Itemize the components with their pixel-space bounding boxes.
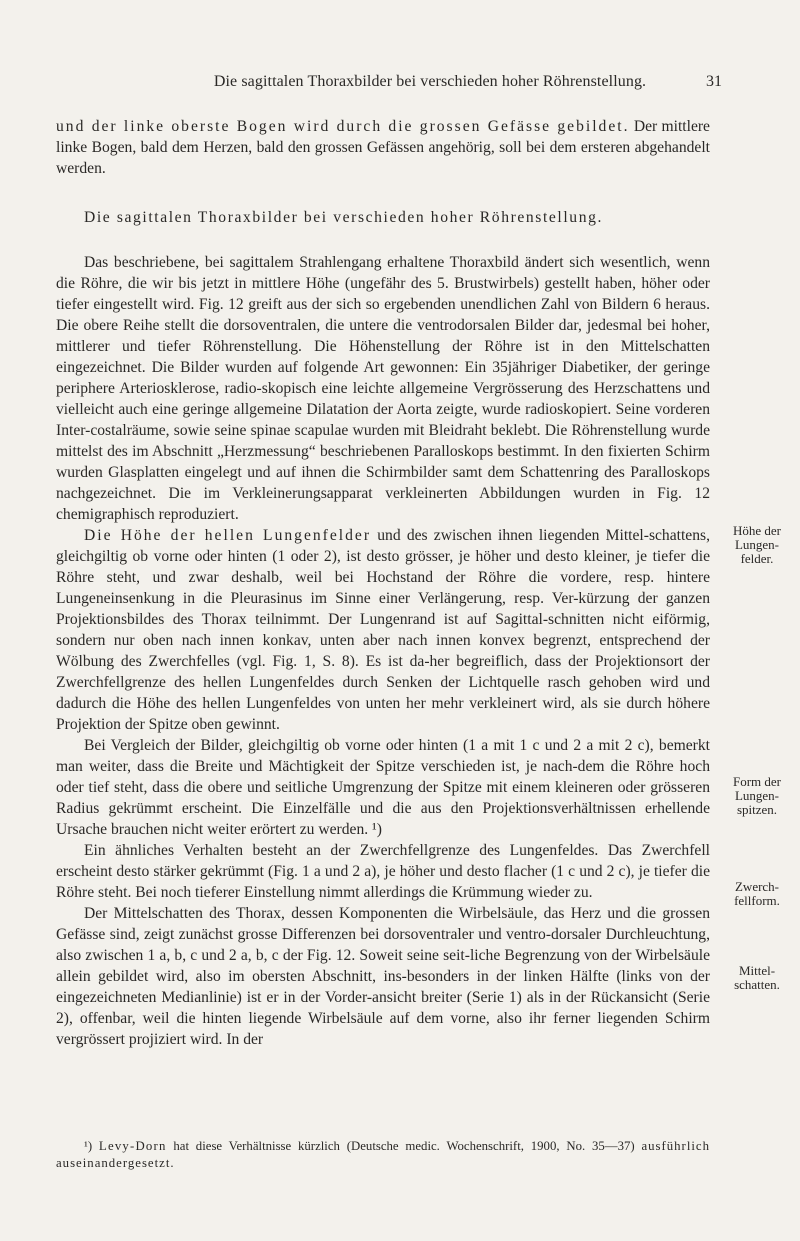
main-text: [56, 116, 710, 1050]
footnote-continuation: ausführlich auseinandergesetzt.: [56, 1139, 711, 1170]
footnote-text: hat diese Verhältnisse kürzlich (Deutsche medic. Wochenschrift, 1900, No. 35—37): [166, 1139, 635, 1153]
spaced-lead: Die Höhe der hellen Lungenfelder: [84, 527, 372, 544]
continuation-text: Der mittlere linke Bogen, bald dem Herzen, bald den grossen Gefässen angehörig, soll bei dem ersteren abgehandelt werden.: [56, 118, 710, 177]
paragraph-text: und des zwischen ihnen liegenden Mittel-schattens, gleichgiltig ob vorne oder hinten (1 oder 2), ist desto grösser, je höher und desto kleiner, je tiefer die Röhre steht, und zwar deshalb, weil bei Hochstand der Röhre die vordere, resp. hintere Lungeneinsenkung in die Pleurasinus im Sinne einer Verlängerung, resp. Ver-kürzung der ganzen Projektionsbildes des Thorax teilnimmt. Der Lungenrand ist auf Sagittal-schnitten nicht eiförmig, sondern nur oben nach innen konkav, unten aber nach innen konvex begrenzt, entsprechend der Wölbung des Zwerchfelles (vgl. Fig. 1, S. 8). Es ist da-her begreiflich, dass der Projektionsort der Zwerchfellgrenze des hellen Lungenfeldes durch Senken der Lichtquelle rasch gehoben wird und dadurch die Höhe des hellen Lungenfeldes von unten her mehr verkleinert wird, als sie durch höhere Projektion der Spitze oben gewinnt.: [56, 527, 710, 733]
paragraph-lung-height: [56, 525, 710, 735]
margin-note-zwerch: Zwerch-fellform.: [734, 879, 780, 908]
page-number: 31: [706, 73, 722, 90]
footnote: [56, 1138, 710, 1172]
margin-note-mittel: Mittel-schatten.: [734, 963, 780, 992]
margin-note-form: Form der Lungen-spitzen.: [732, 774, 782, 817]
paragraph-intro: Das beschriebene, bei sagittalem Strahlengang erhaltene Thoraxbild ändert sich wesentlich, wenn die Röhre, die wir bis jetzt in mittlere Höhe (ungefähr des 5. Brustwirbels) gestellt haben, höher oder tiefer eingestellt wird. Fig. 12 greift aus der sich so ergebenden unendlichen Zahl von Bildern 6 heraus. Die obere Reihe stellt die dorsoventralen, die untere die ventrodorsalen Bilder dar, jedesmal bei hoher, mittlerer und tiefer Röhrenstellung. Die Höhenstellung der Röhre ist in den Mittelschatten eingezeichnet. Die Bilder wurden auf folgende Art gewonnen: Ein 35jähriger Diabetiker, der geringe periphere Arteriosklerose, radio-skopisch eine leichte allgemeine Vergrösserung des Herzschattens und vielleicht auch eine geringe allgemeine Dilatation der Aorta zeigte, wurde radioskopiert. Seine vorderen Inter-costalräume, sowie seine spinae scapulae wurden mit Bleidraht beklebt. Die Röhrenstellung wurde mittelst des im Abschnitt „Herzmessung“ beschriebenen Paralloskops bestimmt. In den fixierten Schirm wurden Glasplatten eingelegt und auf ihnen die Schirmbilder samt dem Schattenring des Paralloskops nachgezeichnet. Die im Verkleinerungsapparat verkleinerten Abbildungen wurden in Fig. 12 chemigraphisch reproduziert.: [56, 254, 710, 523]
spaced-phrase: und der linke oberste Bogen wird durch die grossen Gefässe gebildet.: [56, 118, 630, 135]
running-title: Die sagittalen Thoraxbilder bei verschieden hoher Röhrenstellung.: [213, 73, 647, 90]
paragraph-diaphragm: Ein ähnliches Verhalten besteht an der Zwerchfellgrenze des Lungenfeldes. Das Zwerchfell erscheint desto stärker gekrümmt (Fig. 1 a und 2 a), je höher und desto flacher (1 c und 2 c), je tiefer die Röhre steht. Bei noch tieferer Einstellung nimmt allerdings die Krümmung wieder zu.: [56, 842, 710, 901]
footnote-author: Levy-Dorn: [98, 1139, 167, 1153]
paragraph-continuation: [56, 116, 710, 179]
footnote-marker: ¹): [84, 1139, 93, 1153]
margin-note-hoehe: Höhe der Lungen-felder.: [732, 523, 781, 566]
section-heading: Die sagittalen Thoraxbilder bei verschieden hoher Röhrenstellung.: [84, 209, 603, 226]
paragraph-median-shadow: Der Mittelschatten des Thorax, dessen Komponenten die Wirbelsäule, das Herz und die grossen Gefässe sind, zeigt zunächst grosse Differenzen bei dorsoventraler und ventro-dorsaler Durchleuchtung, also zwischen 1 a, b, c und 2 a, b, c der Fig. 12. Soweit seine seit-liche Begrenzung von der Wirbelsäule allein gebildet wird, also im obersten Abschnitt, ins-besonders in der linken Hälfte (links von der eingezeichneten Medianlinie) ist er in der Vorder-ansicht breiter (Serie 1) als in der Rückansicht (Serie 2), offenbar, weil die hinten liegende Wirbelsäule auf dem vorne, also ihr ferner liegenden Schirm vergrössert projiziert wird. In der: [56, 905, 710, 1048]
paragraph-apex: Bei Vergleich der Bilder, gleichgiltig ob vorne oder hinten (1 a mit 1 c und 2 a mit 2 c), bemerkt man weiter, dass die Breite und Mächtigkeit der Spitze verschieden ist, je nach-dem die Röhre hoch oder tief steht, dass die obere und seitliche Umgrenzung der Spitze mit einem kleineren oder grösseren Radius gekrümmt erscheint. Die Einzelfälle und die aus den Projektionsverhältnissen erhellende Ursache brauchen nicht weiter erörtert zu werden. ¹): [56, 737, 710, 838]
